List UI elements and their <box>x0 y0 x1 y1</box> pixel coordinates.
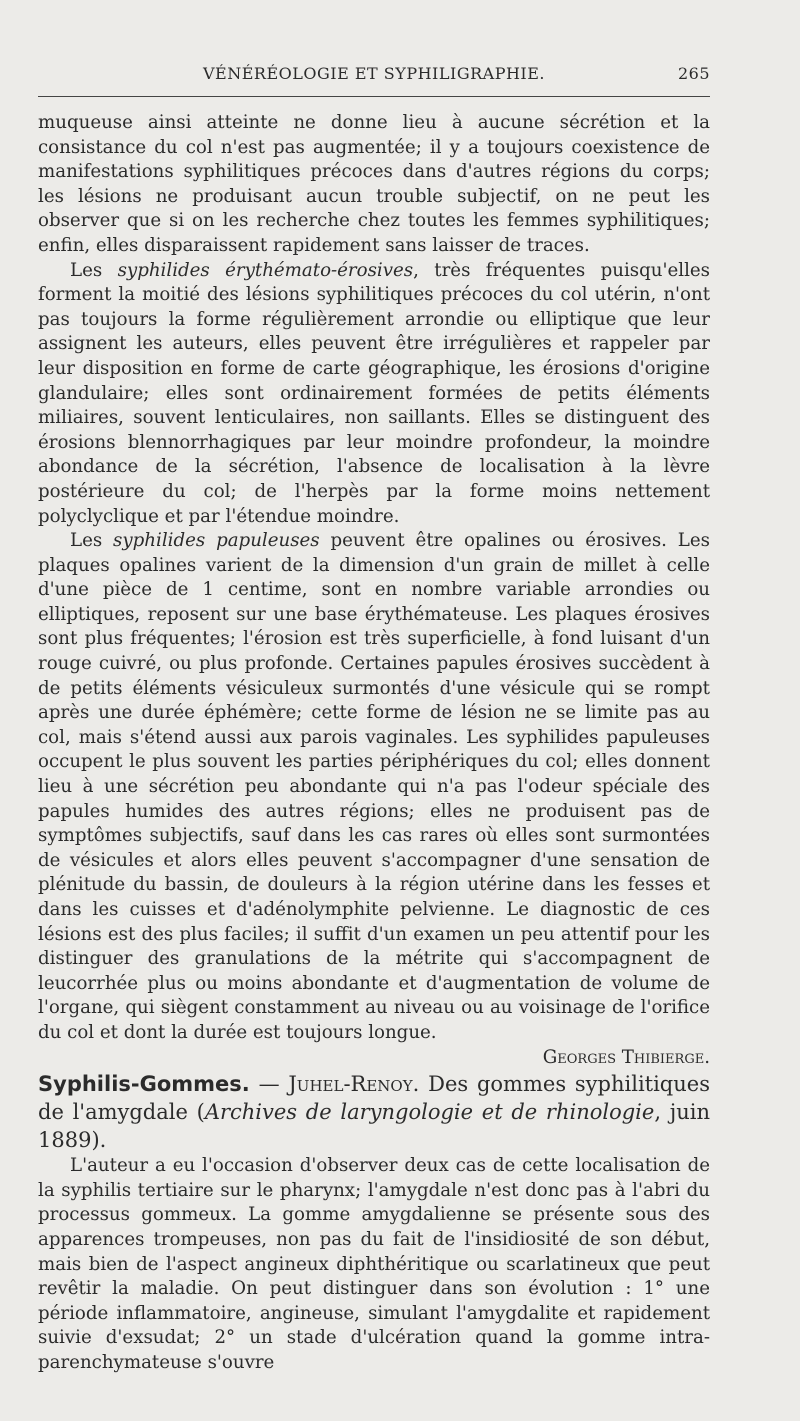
review-author: Juhel-Renoy. <box>288 1072 420 1097</box>
review-title: Des gommes syphilitiques de l'amygdale ( <box>38 1072 710 1125</box>
paragraph-3 <box>38 529 710 1045</box>
paragraph-3-lead: Les <box>70 530 114 552</box>
paragraph-1: muqueuse ainsi atteinte ne donne lieu à aucune sécrétion et la consistance du col n'est pas augmentée; il y a toujours coexistence de manifestations syphilitiques précoces dans d'autres régions du corps; les lésions ne produisant aucun trouble subjectif, on ne peut les observer que si on les recherche chez toutes les femmes syphilitiques; enfin, elles disparaissent rapidement sans laisser de traces. <box>38 112 710 256</box>
review-dash: — <box>249 1072 289 1097</box>
page-number: 265 <box>677 64 710 83</box>
review-journal: Archives de laryngologie et de rhinologie <box>204 1100 655 1125</box>
header-rule <box>38 96 710 97</box>
paragraph-2-text: , très fréquentes puisqu'elles forment la moitié des lésions syphilitiques précoces du col utérin, n'ont pas toujours la forme régulièrement arrondie ou elliptique que leur assignent les auteurs, elles peuvent être irrégulières et rappeler par leur disposition en forme de carte géographique, les érosions d'origine glandulaire; elles sont ordinairement formées de petits éléments miliaires, souvent lenticulaires, non saillants. Elles se distinguent des érosions blennorrhagiques par leur moindre profondeur, la moindre abondance de la sécrétion, l'absence de localisation à la lèvre postérieure du col; de l'herpès par la forme moins nettement polyclyclique et par l'étendue moindre. <box>38 259 710 527</box>
review-date: , juin 1889). <box>38 1100 710 1153</box>
author-signature: Georges Thibierge. <box>542 1046 710 1068</box>
paragraph-3-text: peuvent être opalines ou érosives. Les plaques opalines varient de la dimension d'un grain de millet à celle d'une pièce de 1 centime, sont en nombre variable arrondies ou elliptiques, reposent sur une base érythémateuse. Les plaques érosives sont plus fréquentes; l'érosion est très superficielle, à fond luisant d'un rouge cuivré, ou plus profonde. Certaines papules érosives succèdent à de petits éléments vésiculeux surmontés d'une vésicule qui se rompt après une durée éphémère; cette forme de lésion ne se limite pas au col, mais s'étend aussi aux parois vaginales. Les syphilides papuleuses occupent le plus souvent les parties périphériques du col; elles donnent lieu à une sécrétion peu abondante qui n'a pas l'odeur spéciale des papules humides des autres régions; elles ne produisent pas de symptômes subjectifs, sauf dans les cas rares où elles sont surmontées de vésicules et alors elles peuvent s'accompagner d'une sensation de plénitude du bassin, de douleurs à la région utérine dans les fesses et dans les cuisses et d'adénolymphite pelvienne. Le diagnostic de ces lésions est des plus faciles; il suffit d'un examen un peu attentif pour les distinguer des granulations de la métrite qui s'accompagnent de leucorrhée plus ou moins abondante et d'augmentation de volume de l'organe, qui siègent constamment au niveau ou au voisinage de l'orifice du col et dont la durée est toujours longue. <box>38 530 710 1043</box>
running-title: VÉNÉRÉOLOGIE ET SYPHILIGRAPHIE. <box>203 64 545 83</box>
review-heading: Syphilis-Gommes. <box>38 1072 250 1097</box>
page-header <box>38 62 710 90</box>
paragraph-2-lead: Les <box>70 259 118 281</box>
paragraph-4: L'auteur a eu l'occasion d'observer deux cas de cette localisation de la syphilis tertiaire sur le pharynx; l'amygdale n'est donc pas à l'abri du processus gommeux. La gomme amygdalienne se présente sous des apparences trompeuses, non pas du fait de l'insidiosité de son début, mais bien de l'aspect angineux diphthéritique ou scarlatineux que peut revêtir la maladie. On peut distinguer dans son évolution : 1° une période inflammatoire, angineuse, simulant l'amygdalite et rapidement suivie d'exsudat; 2° un stade d'ulcération quand la gomme intra-parenchymateuse s'ouvre <box>38 1155 710 1373</box>
article-body <box>38 111 710 1376</box>
page <box>38 62 710 1376</box>
paragraph-2-term: syphilides érythémato-érosives <box>117 259 414 281</box>
paragraph-2 <box>38 259 710 530</box>
paragraph-3-term: syphilides papuleuses <box>113 530 320 552</box>
review-heading-line <box>38 1070 710 1154</box>
